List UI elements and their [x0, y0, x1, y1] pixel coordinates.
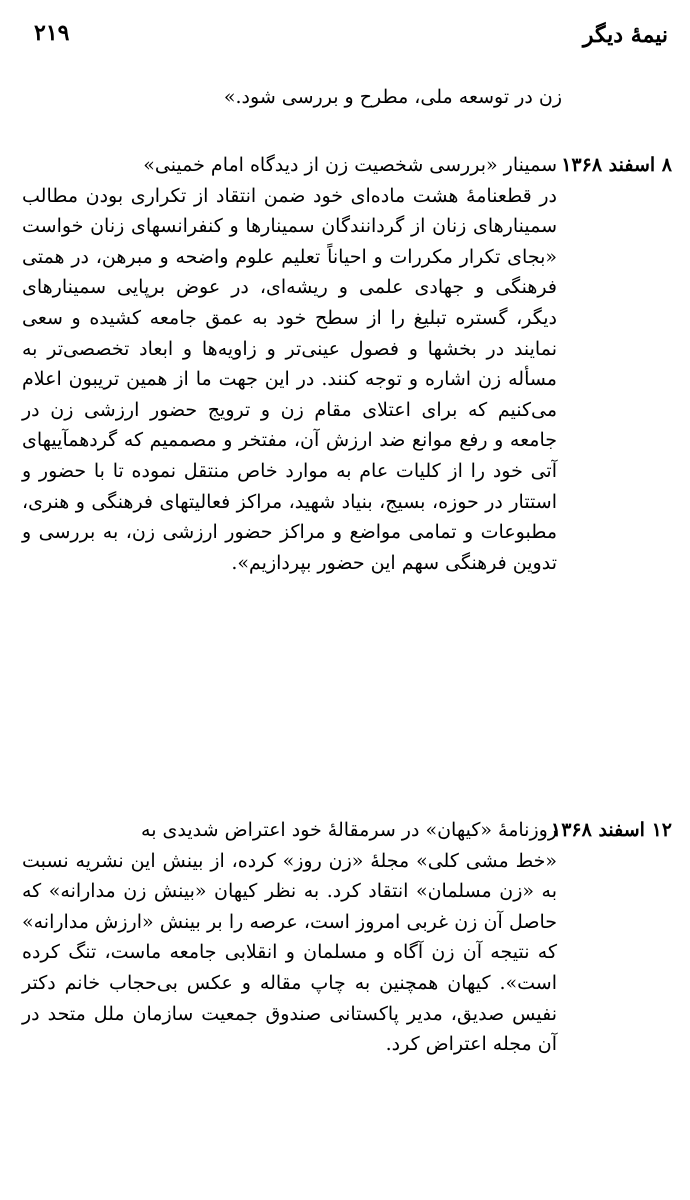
chronology-entry — [22, 150, 672, 578]
entry-date: ۱۲ اسفند ۱۳۶۸ — [551, 819, 672, 841]
entry-body: «خط مشی کلی» مجلهٔ «زن روز» کرده، از بینش این نشریه نسبت به «زن مسلمان» انتقاد کرد. به نظر کیهان «بینش زن مدارانه» که حاصل آن زن غربی امروز است، عرصه را بر بینش «ارزش مدارانه» که نتیجه آن زن آگاه و مسلمان و انقلابی جامعه ماست، تنگ کرده است». کیهان همچنین به چاپ مقاله و عکس بی‌حجاب خانم دکتر نفیس صدیق، مدیر پاکستانی صندوق جمعیت سازمان ملل متحد در آن مجله اعتراض کرد. — [22, 849, 557, 1056]
entry-first-line — [22, 815, 672, 846]
continuation-paragraph: زن در توسعه ملی، مطرح و بررسی شود.» — [223, 86, 562, 108]
running-title: نیمهٔ دیگر — [582, 22, 668, 48]
entry-body: در قطعنامهٔ هشت ماده‌ای خود ضمن انتقاد از تکراری بودن مطالب سمینارهای زنان از گردانندگان سمینارها و کنفرانسهای زنان خواست «بجای تکرار مکررات و احیاناً تعلیم علوم واضحه و مبرهن، در همتی فرهنگی و جهادی علمی و ریشه‌ای، در عوض برپایی سمینارهای دیگر، گستره تبلیغ را از سطح خود به عمق جامعه کشیده و سعی نمایند در بخشها و فصول عینی‌تر و زاویه‌ها و ابعاد تخصصی‌تر به مسأله زن اشاره و توجه کنند. در این جهت ما از همین تریبون اعلام می‌کنیم که برای اعتلای مقام زن و ترویج حضور ارزشی زن در جامعه و رفع موانع ضد ارزش آن، مفتخر و مصممیم که گردهمآییهای آتی خود را از کلیات عام به موارد خاص منتقل نموده تا با حضور و استتار در حوزه، بسیج، بنیاد شهید، مراکز فعالیتهای فرهنگی و هنری، مطبوعات و تمامی مواضع و مراکز حضور ارزشی زن، به بررسی و تدوین فرهنگی سهم این حضور بپردازیم». — [22, 184, 557, 574]
entry-lead-text: روزنامهٔ «کیهان» در سرمقالهٔ خود اعتراض شدیدی به — [141, 819, 557, 841]
page-number: ۲۱۹ — [34, 20, 70, 46]
entry-lead-text: سمینار «بررسی شخصیت زن از دیدگاه امام خمینی» — [143, 154, 557, 176]
entry-first-line — [22, 150, 672, 181]
chronology-entry — [22, 815, 672, 1060]
entry-date: ۸ اسفند ۱۳۶۸ — [561, 154, 672, 176]
